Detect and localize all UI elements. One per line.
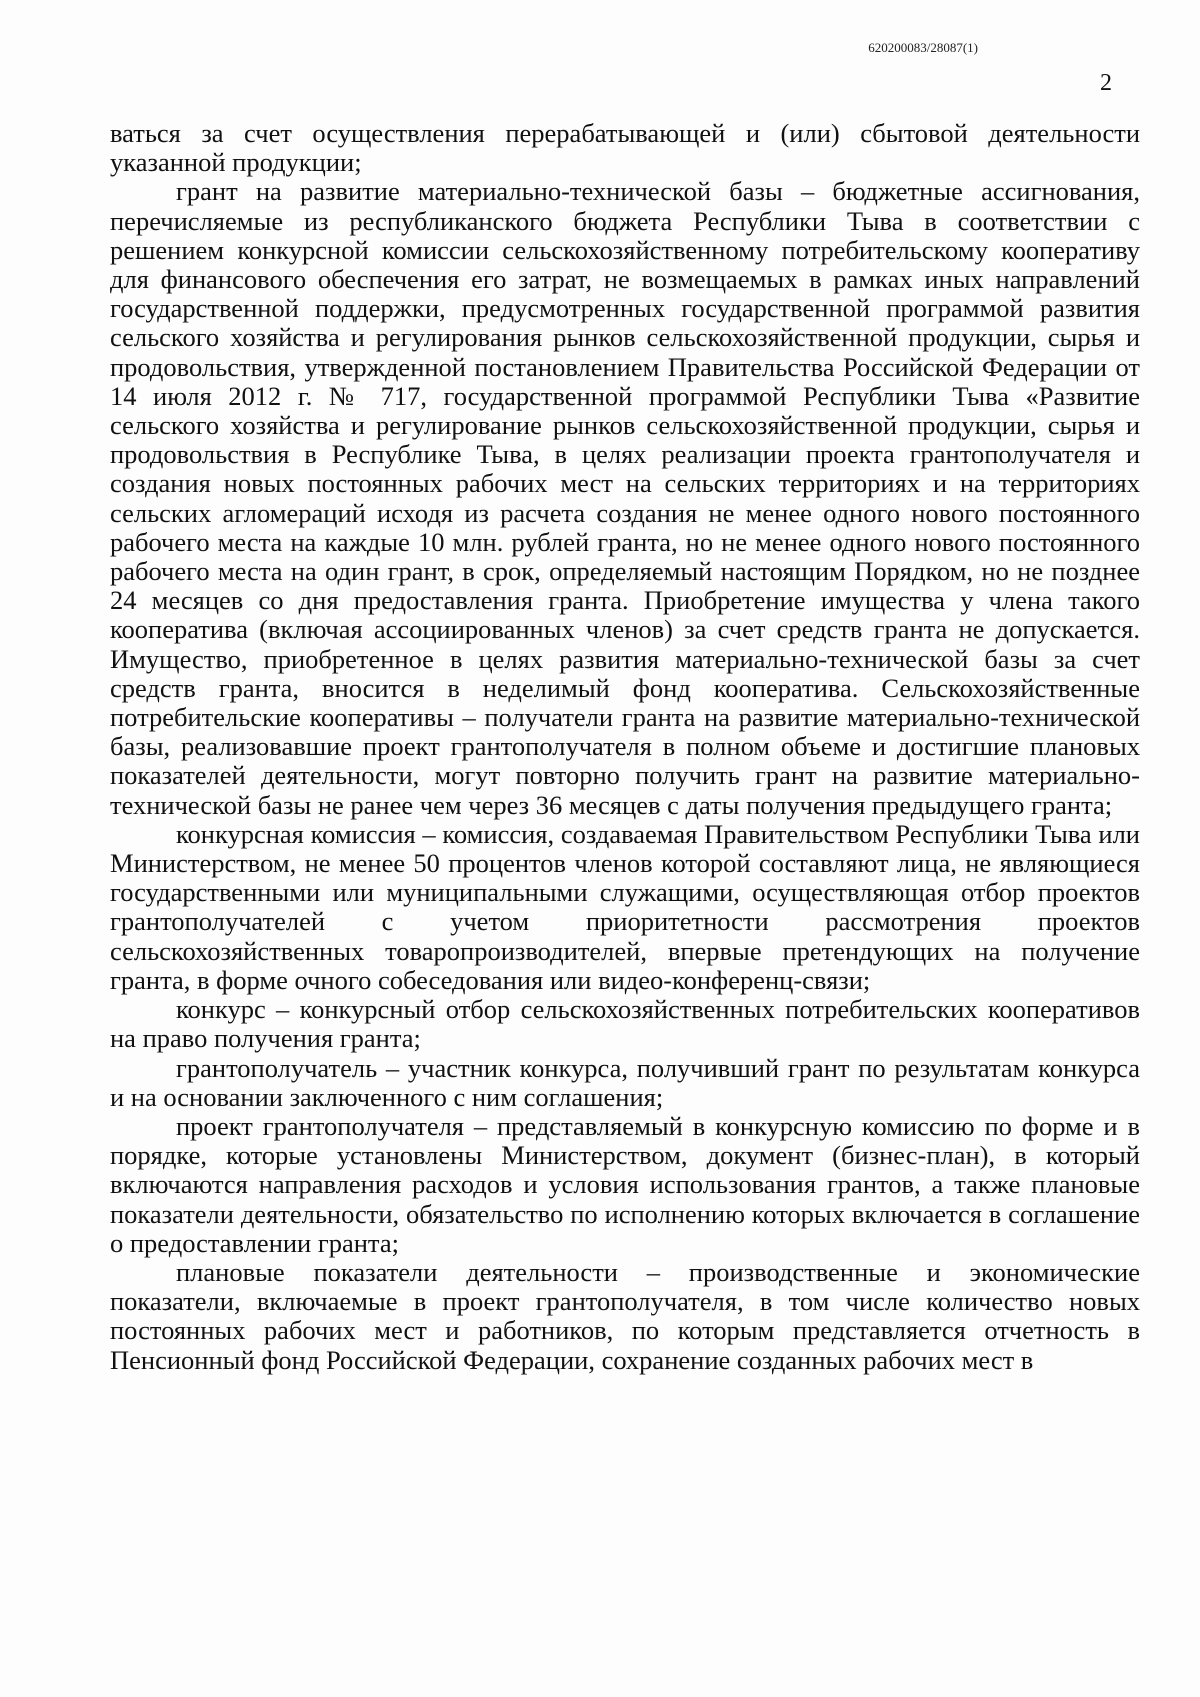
paragraph-grantee-definition: грантополучатель – участник конкурса, получивший грант по результатам конкурса и на основании заключенного с ним соглашения;	[110, 1052, 1140, 1112]
paragraph-grant-definition: грант на развитие материально-технической базы – бюджетные ассигнования, перечисляемые из республиканского бюджета Республики Тыва в соответствии с решением конкурсной комиссии сельскохозяйственному потребительскому кооперативу для финансового обеспечения его затрат, не возмещаемых в рамках иных направлений государственной поддержки, предусмотренных государственной программой развития сельского хозяйства и регулирования рынков сельскохозяйственной продукции, сырья и продовольствия, утвержденной постановлением Правительства Российской Федерации от 14 июля 2012 г. № 717, государственной программой Республики Тыва «Развитие сельского хозяйства и регулирование рынков сельскохозяйственной продукции, сырья и продовольствия в Республике Тыва, в целях реализации проекта грантополучателя и создания новых постоянных рабочих мест на сельских территориях и на территориях сельских агломераций исходя из расчета создания не менее одного нового постоянного рабочего места на каждые 10 млн. рублей гранта, но не менее одного нового постоянного рабочего места на один грант, в срок, определяемый настоящим Порядком, но не позднее 24 месяцев со дня предоставления гранта. Приобретение имущества у члена такого кооператива (включая ассоциированных членов) за счет средств гранта не допускается. Имущество, приобретенное в целях развития материально-технической базы за счет средств гранта, вносится в неделимый фонд кооператива. Сельскохозяйственные потребительские кооперативы – получатели гранта на развитие материально-технической базы, реализовавшие проект грантополучателя в полном объеме и достигшие плановых показателей деятельности, могут повторно получить грант на развитие материально-технической базы не ранее чем через 36 месяцев с даты получения предыдущего гранта;	[110, 176, 1140, 820]
paragraph-commission-definition: конкурсная комиссия – комиссия, создаваемая Правительством Республики Тыва или Министерством, не менее 50 процентов членов которой составляют лица, не являющиеся государственными или муниципальными служащими, осуществляющая отбор проектов грантополучателей с учетом приоритетности рассмотрения проектов сельскохозяйственных товаропроизводителей, впервые претендующих на получение гранта, в форме очного собеседования или видео-конференц-связи;	[110, 818, 1140, 995]
paragraph-contest-definition: конкурс – конкурсный отбор сельскохозяйственных потребительских кооперативов на право получения гранта;	[110, 994, 1140, 1054]
body-text	[110, 119, 1140, 1375]
document-id: 620200083/28087(1)	[868, 40, 978, 55]
page-number: 2	[1100, 70, 1112, 96]
paragraph-project-definition: проект грантополучателя – представляемый в конкурсную комиссию по форме и в порядке, которые установлены Министерством, документ (бизнес-план), в который включаются направления расходов и условия использования грантов, а также плановые показатели деятельности, обязательство по исполнению которых включается в соглашение о предоставлении гранта;	[110, 1110, 1140, 1258]
paragraph-indicators-definition: плановые показатели деятельности – производственные и экономические показатели, включаемые в проект грантополучателя, в том числе количество новых постоянных рабочих мест и работников, по которым представляется отчетность в Пенсионный фонд Российской Федерации, сохранение созданных рабочих мест в	[110, 1256, 1140, 1375]
paragraph-continuation: ваться за счет осуществления перерабатывающей и (или) сбытовой деятельности указанной продукции;	[110, 118, 1140, 178]
